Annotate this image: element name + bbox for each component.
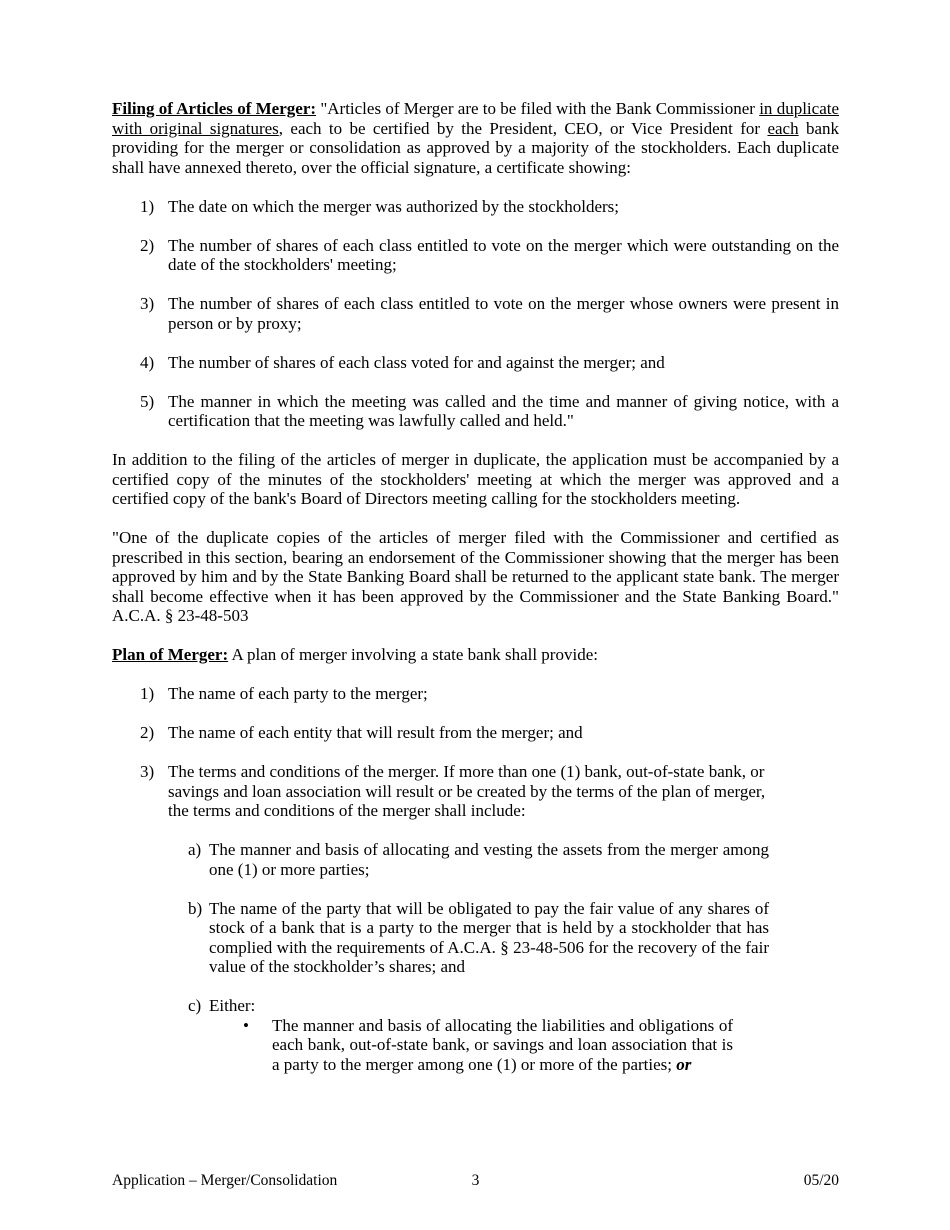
list-item: 5) The manner in which the meeting was called and the time and manner of giving notice, with a certification that the meeting was lawfully called and held.": [140, 391, 839, 430]
filing-heading: Filing of Articles of Merger:: [112, 99, 317, 118]
plan-heading: Plan of Merger:: [112, 645, 229, 664]
list-item: 1) The date on which the merger was authorized by the stockholders;: [140, 196, 619, 216]
list-item: 3) The number of shares of each class entitled to vote on the merger whose owners were present in person or by proxy;: [140, 294, 839, 333]
plan-intro: Plan of Merger: A plan of merger involving a state bank shall provide:: [112, 645, 598, 664]
quote-paragraph: "One of the duplicate copies of the articles of merger filed with the Commissioner and certified as prescribed in this section, bearing an endorsement of the Commissioner showing that the merger has been approved by him and by the State Banking Board shall be returned to the applicant state bank. The merger shall become effective when it has been approved by the Commissioner and the State Banking Board." A.C.A. § 23-48-503: [112, 528, 839, 625]
addition-paragraph: In addition to the filing of the articles of merger in duplicate, the application must be accompanied by a certified copy of the minutes of the stockholders' meeting at which the merger was approved and a certified copy of the bank's Board of Directors meeting calling for the stockholders meeting.: [112, 450, 839, 508]
terms-sublist: [112, 840, 839, 1074]
list-item: 1) The name of each party to the merger;: [140, 684, 428, 703]
certificate-list: [112, 197, 839, 431]
page-footer: [112, 1171, 839, 1191]
bullet-item: • The manner and basis of allocating the liabilities and obligations of each bank, out-of-state bank, or savings and loan association that is a party to the merger among one (1) or more of the parties; or: [243, 1015, 733, 1074]
footer-title: Application – Merger/Consolidation: [112, 1172, 338, 1189]
list-item: 3) The terms and conditions of the merger. If more than one (1) bank, out-of-state bank, or savings and loan association will result or be created by the terms of the plan of merger, the terms and conditions of the merger shall include:: [140, 762, 766, 820]
page-number: 3: [471, 1172, 480, 1189]
bullet-icon: •: [243, 1015, 249, 1035]
plan-list: [112, 684, 839, 821]
sublist-item: c) Either: • The manner and basis of allocating the liabilities and obligations of each bank, out-of-state bank, or savings and loan association that is a party to the merger among one (1) or more of the parties; or: [112, 996, 769, 1074]
footer-date: 05/20: [803, 1172, 839, 1189]
list-item: 4) The number of shares of each class voted for and against the merger; and: [140, 352, 665, 372]
document-page: [112, 99, 839, 1074]
bullet-list: [209, 1016, 769, 1075]
list-item: 2) The name of each entity that will result from the merger; and: [140, 723, 583, 742]
sublist-item: b) The name of the party that will be obligated to pay the fair value of any shares of stock of a bank that is a party to the merger that is held by a stockholder that has complied with the requirements of A.C.A. § 23-48-506 for the recovery of the fair value of the stockholder’s shares; and: [188, 898, 769, 976]
sublist-item: a) The manner and basis of allocating and vesting the assets from the merger among one (1) or more parties;: [188, 840, 769, 879]
list-item: 2) The number of shares of each class entitled to vote on the merger which were outstanding on the date of the stockholders' meeting;: [140, 235, 839, 274]
filing-paragraph: Filing of Articles of Merger: "Articles of Merger are to be filed with the Bank Commissioner in duplicate with original signatures, each to be certified by the President, CEO, or Vice President for each bank providing for the merger or consolidation as approved by a majority of the stockholders. Each duplicate shall have annexed thereto, over the official signature, a certificate showing:: [112, 99, 840, 177]
